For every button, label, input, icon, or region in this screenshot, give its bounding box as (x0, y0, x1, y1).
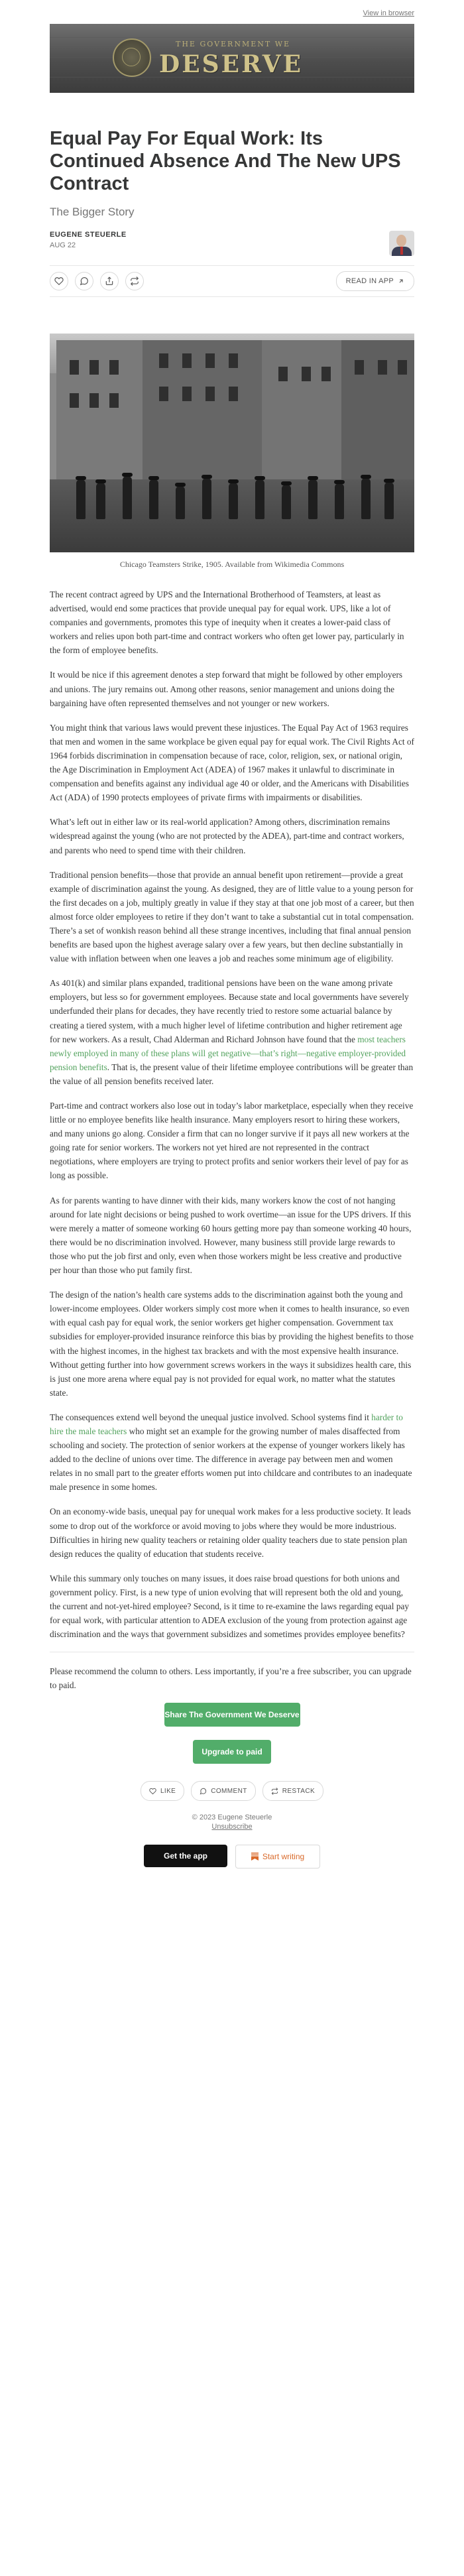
substack-logo-icon (251, 1853, 259, 1861)
body-paragraph: The recent contract agreed by UPS and the International Brotherhood of Teamsters, at least as advertised, would end some practices that provide unequal pay for equal work. UPS, like a lot of companies and governments, promotes this type of inequity when it creates a lower-paid class of workers and relies upon both part-time and contract workers who often get lower pay, particularly in the form of employee benefits. (50, 589, 404, 656)
get-the-app-button[interactable]: Get the app (144, 1845, 227, 1867)
closing-note: Please recommend the column to others. Less importantly, if you’re a free subscriber, you can upgrade to paid. (50, 1666, 412, 1691)
share-button[interactable] (100, 272, 119, 290)
banner-small-text: THE GOVERNMENT WE (176, 40, 291, 48)
like-label: LIKE (160, 1787, 176, 1795)
body-paragraph: The consequences extend well beyond the unequal justice involved. School systems find it harder to hire the male teachers who might set an example for the growing number of males disaffected from schooling and society. The protection of senior workers at the expense of younger workers likely has added to the decline of unions over time. The difference in average pay between men and women relates in no small part to the greater efforts women put into childcare and contributes to an inadequate male presence in some homes. (50, 1412, 412, 1493)
heart-icon (149, 1788, 156, 1795)
post-subtitle: The Bigger Story (50, 206, 135, 218)
view-in-browser-link[interactable]: View in browser (363, 9, 414, 17)
article-photo[interactable] (50, 334, 414, 552)
footer-restack-button[interactable] (262, 1781, 323, 1801)
read-in-app-button[interactable] (336, 271, 414, 291)
like-button[interactable] (50, 272, 68, 290)
restack-button[interactable] (125, 272, 144, 290)
male-teachers-link[interactable]: harder to hire the male teachers (50, 1412, 403, 1436)
footer-comment-button[interactable] (191, 1781, 255, 1801)
post-title[interactable]: Equal Pay For Equal Work: Its Continued Absence And The New UPS Contract (50, 128, 401, 194)
copyright-text: © 2023 Eugene Steuerle (192, 1813, 272, 1822)
restack-label: RESTACK (282, 1787, 316, 1795)
comment-icon (80, 276, 89, 286)
seal-icon (113, 38, 151, 77)
arrow-up-right-icon (398, 278, 404, 284)
publication-banner (50, 24, 414, 93)
body-paragraph: Traditional pension benefits—those that provide an annual benefit upon retirement—provide a great example of discrimination against the young. As designed, they are of little value to a young person for the first decades on a job, multiply greatly in value if they stay at that one job most of a career, but then almost force older employees to retire if they don’t want to take a substantial cut in total compensation. There’s a set of wonkish reason behind all these strange incentives, including that final annual pension benefits are based upon the highest average salary over a few years, but then decline substantially in value with inflation between when one leaves a job and reaches some minimum age of eligibility. (50, 869, 414, 964)
post-actions-bar (50, 265, 414, 297)
body-paragraph: As for parents wanting to have dinner with their kids, many workers know the cost of not hanging around for late night decisions or being pushed to work overtime—an issue for the UPS drivers. If this were merely a matter of someone working 60 hours getting more pay than someone working 40 hours, there would be no discrimination involved. However, many business still provide large rewards to those who put the job first and only, even when those workers might be less creative and productive per hour than those who put family first. (50, 1195, 412, 1276)
footer-like-button[interactable] (141, 1781, 184, 1801)
share-publication-button[interactable]: Share The Government We Deserve (164, 1703, 300, 1727)
image-caption: Chicago Teamsters Strike, 1905. Available from Wikimedia Commons (119, 560, 345, 569)
post-date: AUG 22 (50, 241, 76, 249)
body-paragraph: It would be nice if this agreement denotes a step forward that might be followed by other employers and unions. The jury remains out. Among other reasons, senior management and unions doing the bargaining have often represented themselves and not younger or new workers. (50, 670, 403, 708)
share-icon (105, 276, 114, 286)
body-paragraph: On an economy-wide basis, unequal pay for unequal work makes for a less productive society. It leads some to drop out of the workforce or avoid moving to jobs where they would be more industrious. Difficulties in hiring new quality teachers or retaining older quality teachers due to state pension plan design reduces the quality of education that students receive. (50, 1506, 411, 1559)
upgrade-to-paid-button[interactable]: Upgrade to paid (193, 1740, 271, 1764)
restack-icon (130, 276, 139, 286)
avatar[interactable] (389, 231, 414, 256)
teachers-pension-link[interactable]: most teachers newly employed in many of these plans will get negative—that’s right—negative employer-provided pension benefits (50, 1034, 406, 1072)
comment-label: COMMENT (211, 1787, 247, 1795)
body-paragraph: What’s left out in either law or its real-world application? Among others, discrimination remains widespread against the young (who are not protected by the ADEA), part-time and contract workers, and parents who need to spend time with their children. (50, 817, 404, 855)
restack-icon (271, 1788, 278, 1795)
comment-icon (200, 1788, 207, 1795)
body-paragraph: Part-time and contract workers also lose out in today’s labor marketplace, especially when they receive little or no employee benefits like health insurance. Many employers resort to hiring these workers, and many unions go along. Consider a firm that can no longer survive if it pays all new workers at the going rate for senior workers. The workers not yet hired are not represented in the contract negotiations, where employers are trying to protect profits and senior workers their level of pay for as long as possible. (50, 1101, 414, 1181)
start-writing-button[interactable] (235, 1845, 320, 1869)
heart-icon (54, 276, 64, 286)
comment-button[interactable] (75, 272, 93, 290)
body-paragraph: You might think that various laws would prevent these injustices. The Equal Pay Act of 1963 requires that men and women in the same workplace be given equal pay for equal work. The Civil Rights Act of 1964 forbids discrimination in compensation because of race, color, religion, sex, or national origin, the Age Discrimination in Employment Act (ADEA) of 1967 makes it unlawful to discriminate in compensation and benefits against any individual age 40 or older, and the Americans with Disabilities Act (ADA) of 1990 protects employees of private firms with impairments or disabilities. (50, 722, 414, 803)
body-paragraph: The design of the nation’s health care systems adds to the discrimination against both the young and lower-income employees. Older workers simply cost more when it comes to health insurance, so even with equal cash pay for equal work, the senior workers get higher compensation. Government tax subsidies for employer-provided insurance reinforce this bias by providing the highest benefits to those with the highest incomes, in the highest tax brackets and with the most expensive health insurance. Without getting further into how government screws workers in the ways it subsidizes health care, this is just one more arena where equal pay is not provided for equal work, no matter what the statutes state. (50, 1290, 414, 1398)
body-paragraph: As 401(k) and similar plans expanded, traditional pensions have been on the wane among private employers, but less so for government employees. Because state and local governments have severely underfunded their plans for decades, they have recently tried to restore some actuarial balance by creating a tiered system, with a much higher level of lifetime contribution and higher retirement age for new workers. As a result, Chad Alderman and Richard Johnson have found that the most teachers newly employed in many of these plans will get negative—that’s right—negative employer-provided pension benefits. That is, the present value of their lifetime employee contributions will be greater than the value of all pension benefits received later. (50, 978, 414, 1086)
start-writing-label: Start writing (262, 1852, 305, 1862)
read-in-app-label: READ IN APP (345, 277, 394, 285)
body-paragraph: While this summary only touches on many issues, it does raise broad questions for both unions and government policy. First, is a new type of union evolving that will represent both the old and young, the current and not-yet-hired employee? Second, is it time to re-examine the laws regarding equal pay for equal work, with particular attention to ADEA exclusion of the young from protection against age discrimination and the ways that government subsidizes and sometimes provides employee benefits? (50, 1573, 410, 1640)
banner-big-text: DESERVE (159, 50, 304, 78)
author-name[interactable]: EUGENE STEUERLE (50, 231, 127, 239)
unsubscribe-link[interactable]: Unsubscribe (211, 1823, 253, 1831)
